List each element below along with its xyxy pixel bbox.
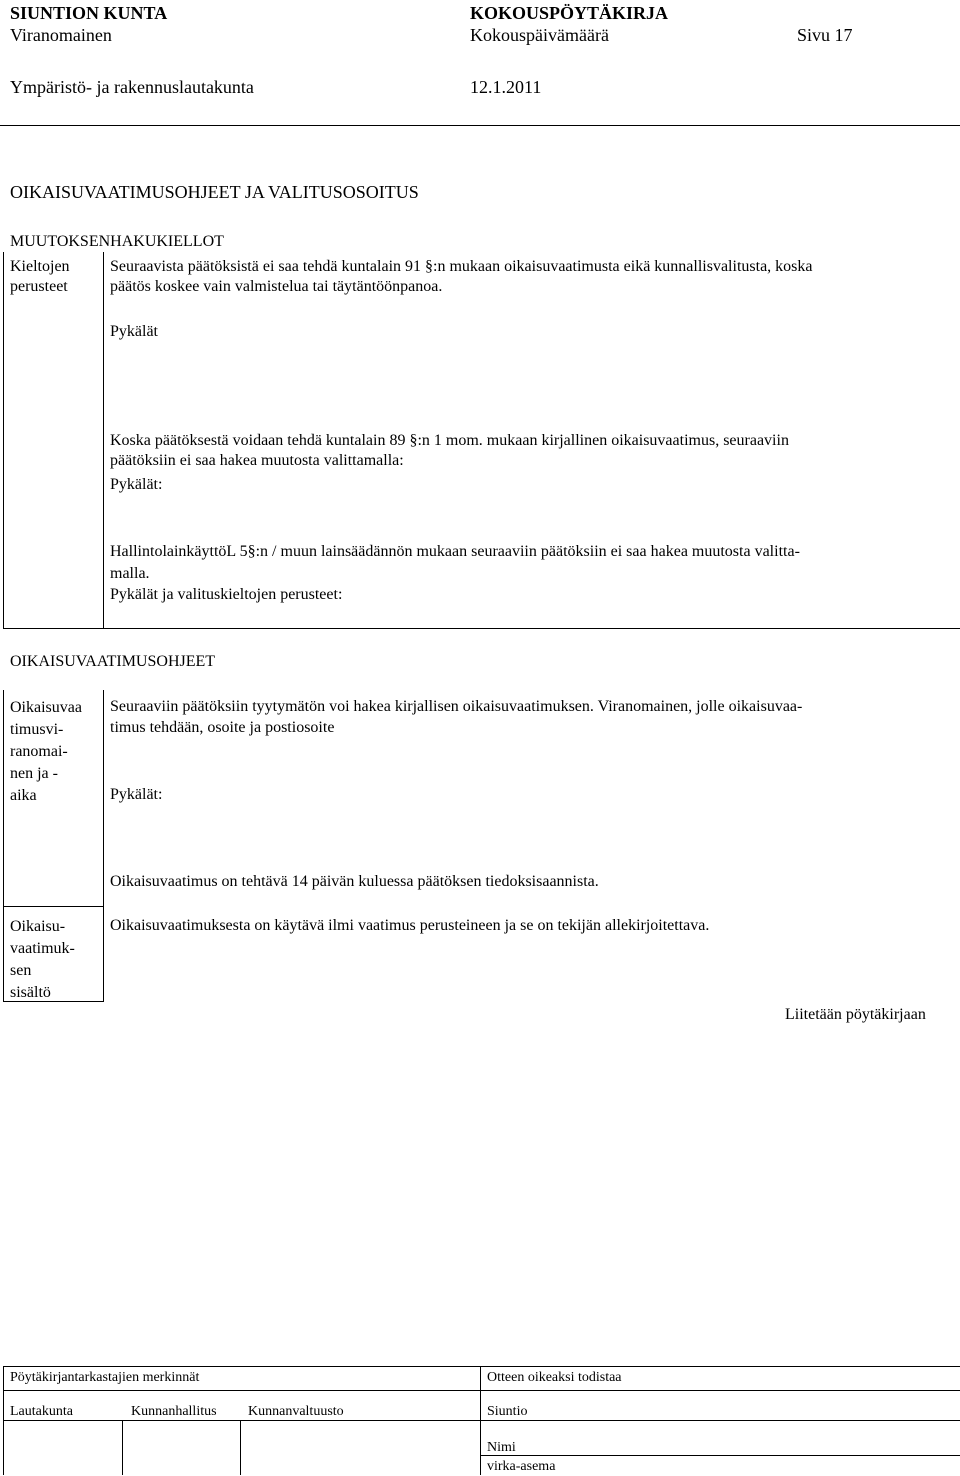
sections-label-1: Pykälät <box>110 323 158 340</box>
admin-law-paragraph-line2: malla. <box>110 565 150 582</box>
municipality-name: SIUNTION KUNTA <box>10 3 168 23</box>
restriction-label-line1: Kieltojen <box>10 258 70 275</box>
attach-note: Liitetään pöytäkirjaan <box>785 1006 926 1023</box>
section2-left-border <box>3 690 4 1002</box>
name-label: Nimi <box>487 1440 516 1455</box>
footer-top-rule <box>3 1366 960 1367</box>
sections-label-4: Pykälät: <box>110 786 163 803</box>
place-label: Siuntio <box>487 1404 528 1419</box>
certified-label: Otteen oikeaksi todistaa <box>487 1370 622 1385</box>
position-label: virka-asema <box>487 1459 556 1474</box>
instructions-paragraph-line2: timus tehdään, osoite ja postiosoite <box>110 719 335 736</box>
footer-col-divider-2 <box>240 1420 241 1475</box>
admin-law-paragraph-line1: HallintolainkäyttöL 5§:n / muun lainsäädännön mukaan seuraaviin päätöksiin ei saa hakea muutosta valitta- <box>110 543 800 560</box>
restriction-label-line2: perusteet <box>10 278 68 295</box>
footer-col-divider-1 <box>122 1420 123 1475</box>
meeting-date: 12.1.2011 <box>470 77 542 97</box>
restriction-paragraph-line2: päätös koskee vain valmistelua tai täytäntöönpanoa. <box>110 278 443 295</box>
instructions-paragraph-line1: Seuraaviin päätöksiin tyytymätön voi hakea kirjallisen oikaisuvaatimuksen. Viranomainen, jolle oikaisuvaa- <box>110 698 803 715</box>
authority-name: Ympäristö- ja rakennuslautakunta <box>10 77 254 97</box>
page-number: Sivu 17 <box>797 25 853 45</box>
header-rule <box>0 125 960 126</box>
main-title: OIKAISUVAATIMUSOHJEET JA VALITUSOSOITUS <box>10 182 419 202</box>
deadline-text: Oikaisuvaatimus on tehtävä 14 päivän kuluessa päätöksen tiedoksisaannista. <box>110 873 599 890</box>
authority-deadline-label: Oikaisuvaa timusvi- ranomai- nen ja - aika <box>10 699 82 804</box>
content-label: Oikaisu- vaatimuk- sen sisältö <box>10 918 75 1001</box>
section1-bottom-rule <box>3 628 960 629</box>
authority-label: Viranomainen <box>10 25 112 45</box>
reviewers-label: Pöytäkirjantarkastajien merkinnät <box>10 1370 200 1385</box>
section2-column-divider <box>103 690 104 1002</box>
appeal-paragraph-line1: Koska päätöksestä voidaan tehdä kuntalain 89 §:n 1 mom. mukaan kirjallinen oikaisuvaatimus, seuraaviin <box>110 432 789 449</box>
sections-label-3: Pykälät ja valituskieltojen perusteet: <box>110 586 343 603</box>
content-text: Oikaisuvaatimuksesta on käytävä ilmi vaatimus perusteineen ja se on tekijän allekirjoitettava. <box>110 917 710 934</box>
sections-label-2: Pykälät: <box>110 476 163 493</box>
date-label: Kokouspäivämäärä <box>470 25 609 45</box>
board-column: Lautakunta <box>10 1404 73 1419</box>
section1-column-divider <box>103 252 104 628</box>
appeal-paragraph-line2: päätöksiin ei saa hakea muutosta valittamalla: <box>110 452 404 469</box>
footer-name-rule <box>480 1455 960 1456</box>
section-title-instructions: OIKAISUVAATIMUSOHJEET <box>10 653 216 670</box>
footer-row-rule-1 <box>3 1390 960 1391</box>
document-type: KOKOUSPÖYTÄKIRJA <box>470 3 669 23</box>
section-title-restrictions: MUUTOKSENHAKUKIELLOT <box>10 233 224 250</box>
executive-column: Kunnanhallitus <box>131 1404 217 1419</box>
restriction-paragraph-line1: Seuraavista päätöksistä ei saa tehdä kuntalain 91 §:n mukaan oikaisuvaatimusta eikä kunnallisvalitusta, koska <box>110 258 813 275</box>
section1-left-border <box>3 252 4 628</box>
council-column: Kunnanvaltuusto <box>248 1404 344 1419</box>
section2-mid-rule <box>3 906 104 907</box>
